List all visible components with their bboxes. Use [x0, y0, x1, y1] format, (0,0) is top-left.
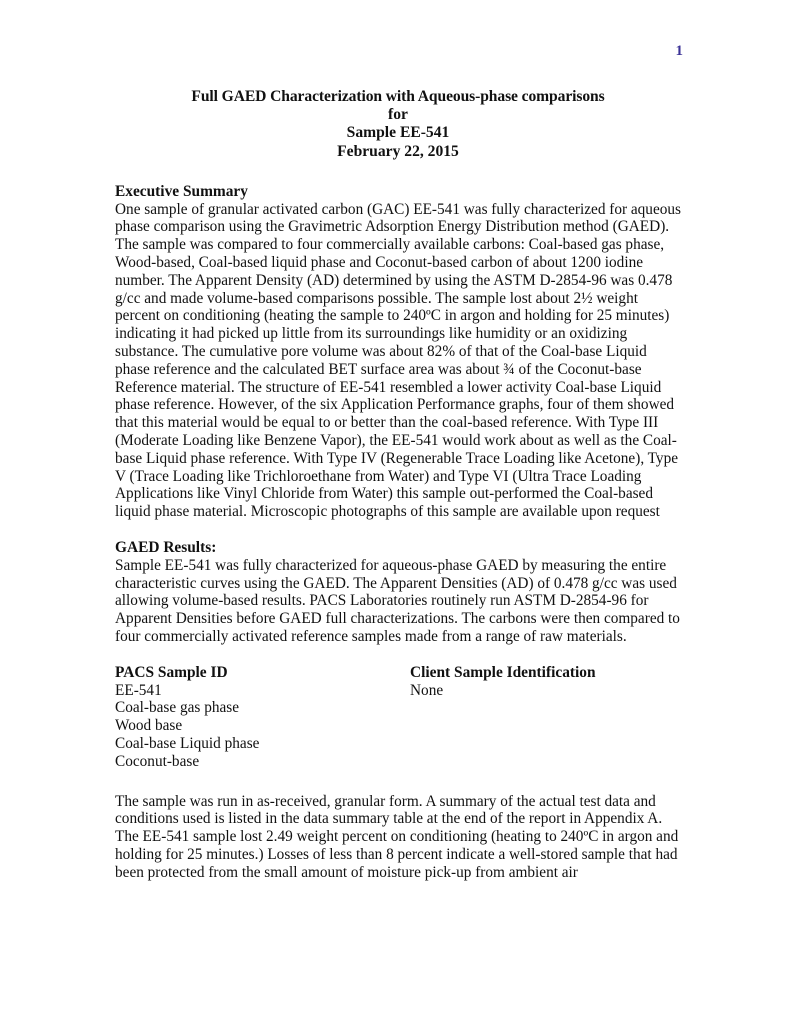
- report-title-sample-id: Sample EE-541: [346, 124, 450, 142]
- spacer-after-title: [115, 161, 681, 183]
- list-item: Coal-base gas phase: [115, 699, 240, 717]
- client-sample-identification-heading: Client Sample Identification: [410, 663, 596, 681]
- sample-identification-block: [115, 664, 681, 771]
- client-sample-column: [410, 664, 681, 700]
- pacs-sample-column: [115, 664, 410, 771]
- page-number: 1: [675, 43, 683, 59]
- list-item: EE-541: [115, 681, 162, 699]
- executive-summary-heading: Executive Summary: [115, 182, 248, 200]
- list-item: Coconut-base: [115, 752, 200, 770]
- spacer-before-gaed-results: [115, 521, 681, 539]
- pacs-sample-list: [115, 682, 410, 771]
- report-title-block: [115, 88, 681, 161]
- list-item: Coal-base Liquid phase: [115, 734, 260, 752]
- spacer-before-closing-paragraph: [115, 771, 681, 793]
- report-title-line-1: Full GAED Characterization with Aqueous-phase comparisons: [191, 88, 605, 105]
- closing-paragraph: The sample was run in as-received, granular form. A summary of the actual test data and conditions used is listed in the data summary table at the end of the report in Appendix A. The EE-541 sample lost 2.49 weight percent on conditioning (heating to 240ºC in argon and holding for 25 minutes.) Losses of less than 8 percent indicate a well-stored sample that had been protected from the small amount of moisture pick-up from ambient air: [115, 792, 679, 881]
- document-content: [115, 88, 681, 882]
- report-title-date: February 22, 2015: [337, 142, 459, 160]
- list-item: None: [410, 681, 444, 699]
- list-item: Wood base: [115, 717, 183, 735]
- report-title-line-2: for: [388, 106, 408, 124]
- spacer-before-sample-ids: [115, 646, 681, 664]
- gaed-results-body: Sample EE-541 was fully characterized for aqueous-phase GAED by measuring the entire characteristic curves using the GAED. The Apparent Densities (AD) of 0.478 g/cc was used allowing volume-based results. PACS Laboratories routinely run ASTM D-2854-96 for Apparent Densities before GAED full characterizations. The carbons were then compared to four commercially activated reference samples made from a range of raw materials.: [115, 556, 680, 645]
- executive-summary-body: One sample of granular activated carbon (GAC) EE-541 was fully characterized for aqueous phase comparison using the Gravimetric Adsorption Energy Distribution method (GAED). The sample was compared to four commercially available carbons: Coal-based gas phase, Wood-based, Coal-based liquid phase and Coconut-based carbon of about 1200 iodine number. The Apparent Density (AD) determined by using the ASTM D-2854-96 was 0.478 g/cc and made volume-based comparisons possible. The sample lost about 2½ weight percent on conditioning (heating the sample to 240ºC in argon and holding for 25 minutes) indicating it had picked up little from its surroundings like humidity or an oxidizing substance. The cumulative pore volume was about 82% of that of the Coal-base Liquid phase reference and the calculated BET surface area was about ¾ of the Coconut-base Reference material. The structure of EE-541 resembled a lower activity Coal-base Liquid phase reference. However, of the six Application Performance graphs, four of them showed that this material would be equal to or better than the coal-based reference. With Type III (Moderate Loading like Benzene Vapor), the EE-541 would work about as well as the Coal-base Liquid phase reference. With Type IV (Regenerable Trace Loading like Acetone), Type V (Trace Loading like Trichloroethane from Water) and Type VI (Ultra Trace Loading Applications like Vinyl Chloride from Water) this sample out-performed the Coal-based liquid phase material. Microscopic photographs of this sample are available upon request: [115, 200, 681, 521]
- client-sample-list: [410, 682, 681, 700]
- gaed-results-heading: GAED Results:: [115, 538, 217, 556]
- pacs-sample-id-heading: PACS Sample ID: [115, 663, 228, 681]
